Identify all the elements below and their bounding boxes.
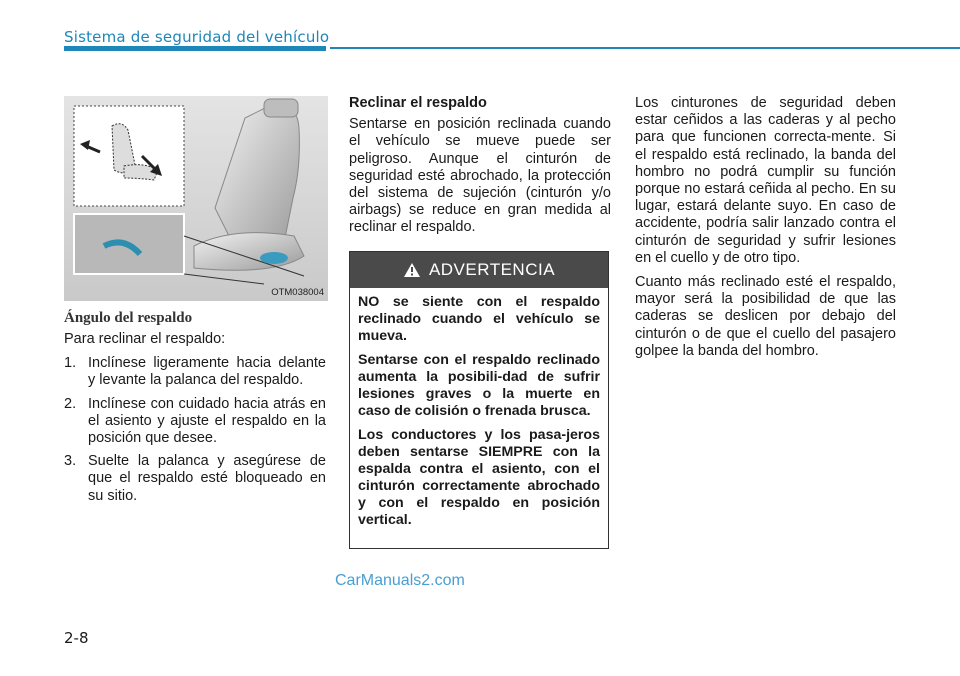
page-number: 2-8 (64, 629, 89, 647)
step-text: Suelte la palanca y asegúrese de que el respaldo esté bloqueado en su sitio. (88, 453, 326, 504)
list-item (64, 355, 326, 389)
seat-drawing (64, 96, 328, 301)
figure-code: OTM038004 (271, 287, 324, 298)
seat-illustration (64, 96, 328, 301)
watermark-link[interactable]: CarManuals2.com (335, 572, 465, 589)
subsection-title: Reclinar el respaldo (349, 95, 487, 111)
step-text: Inclínese ligeramente hacia delante y levante la palanca del respaldo. (88, 355, 326, 389)
paragraph: Cuanto más reclinado esté el respaldo, mayor será la posibilidad de que las caderas se deslicen por debajo del cinturón o de que el cuello del pasajero golpee la banda del hombro. (635, 274, 896, 359)
left-column (64, 331, 326, 511)
header-rule (330, 47, 960, 49)
warning-paragraph: Los conductores y los pasa-jeros deben sentarse SIEMPRE con la espalda contra el asiento, con el cinturón correctamente abrochado y con el respaldo en posición vertical. (358, 427, 600, 528)
warning-paragraph: NO se siente con el respaldo reclinado cuando el vehículo se mueva. (358, 294, 600, 344)
header-title: Sistema de seguridad del vehículo (64, 28, 330, 46)
paragraph: Sentarse en posición reclinada cuando el vehículo se mueve puede ser peligroso. Aunque el cinturón de seguridad esté abrochado, la protección del sistema de sujeción (cinturón y/o airbags) se reduce en gran medida al reclinar el respaldo. (349, 116, 611, 236)
step-number: 2. (64, 395, 77, 412)
steps-list (64, 355, 326, 505)
warning-triangle-icon (403, 262, 421, 278)
header-rule-accent (64, 46, 326, 51)
step-number: 3. (64, 453, 77, 470)
list-item (64, 453, 326, 505)
right-column (635, 95, 896, 367)
middle-column (349, 95, 611, 244)
warning-box (349, 251, 609, 549)
intro-text: Para reclinar el respaldo: (64, 331, 226, 347)
list-item (64, 396, 326, 448)
step-number: 1. (64, 355, 77, 372)
warning-heading: ADVERTENCIA (428, 260, 556, 279)
warning-header (350, 252, 608, 288)
step-text: Inclínese con cuidado hacia atrás en el asiento y ajuste el respaldo en la posición que desee. (88, 395, 326, 447)
section-title: Ángulo del respaldo (64, 310, 193, 326)
warning-body (350, 288, 608, 529)
warning-paragraph: Sentarse con el respaldo reclinado aumenta la posibili-dad de sufrir lesiones graves o la muerte en caso de colisión o frenada brusca. (358, 352, 600, 419)
paragraph: Los cinturones de seguridad deben estar ceñidos a las caderas y al pecho para que funcionen correcta-mente. Si el respaldo está reclinado, la banda del hombro no podrá cumplir su función porque no estará ceñida al pecho. En su lugar, estará delante suyo. En caso de accidente, podría salir lanzado contra el cinturón de seguridad y sufrir lesiones en el cuello y de otro tipo. (635, 95, 896, 266)
